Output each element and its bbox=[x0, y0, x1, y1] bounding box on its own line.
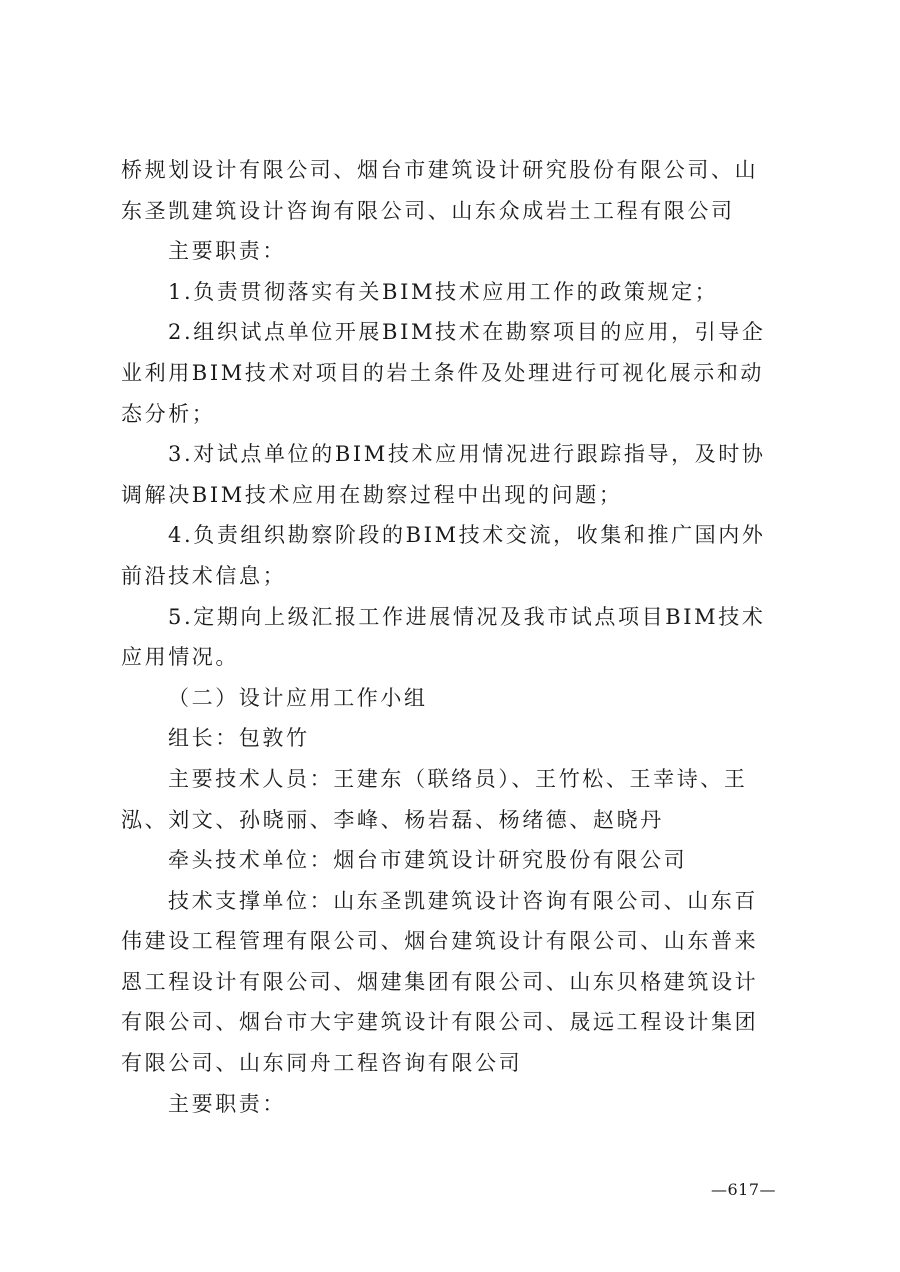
paragraph-duty-5: 5.定期向上级汇报工作进展情况及我市试点项目BIM技术应用情况。 bbox=[121, 604, 766, 670]
section-heading-design-group: （二）设计应用工作小组 bbox=[168, 685, 428, 710]
paragraph-duty-4: 4.负责组织勘察阶段的BIM技术交流，收集和推广国内外前沿技术信息； bbox=[121, 523, 766, 588]
page-number: —617— bbox=[711, 1180, 777, 1199]
paragraph-group-leader: 组长：包敦竹 bbox=[168, 726, 310, 751]
paragraph-duty-1: 1.负责贯彻落实有关BIM技术应用工作的政策规定； bbox=[168, 279, 719, 304]
paragraph-duties-heading-2: 主要职责： bbox=[168, 1091, 286, 1116]
paragraph-support-units: 技术支撑单位：山东圣凯建筑设计咨询有限公司、山东百伟建设工程管理有限公司、烟台建筑设计有限公司、山东普来恩工程设计有限公司、烟建集团有限公司、山东贝格建筑设计有限公司、烟台市大宇建筑设计有限公司、晟远工程设计集团有限公司、山东同舟工程咨询有限公司 bbox=[121, 888, 759, 1076]
paragraph-duty-2: 2.组织试点单位开展BIM技术在勘察项目的应用，引导企业利用BIM技术对项目的岩土条件及处理进行可视化展示和动态分析； bbox=[121, 320, 766, 426]
paragraph-lead-unit: 牵头技术单位：烟台市建筑设计研究股份有限公司 bbox=[168, 848, 688, 873]
paragraph-technical-staff: 主要技术人员：王建东（联络员）、王竹松、王幸诗、王泓、刘文、孙晓丽、李峰、杨岩磊、杨绪德、赵晓丹 bbox=[121, 766, 748, 832]
paragraph-duties-heading: 主要职责： bbox=[168, 239, 286, 264]
paragraph-duty-3: 3.对试点单位的BIM技术应用情况进行跟踪指导，及时协调解决BIM技术应用在勘察过程中出现的问题； bbox=[121, 442, 766, 507]
body-text bbox=[121, 150, 781, 1124]
paragraph-continuation: 桥规划设计有限公司、烟台市建筑设计研究股份有限公司、山东圣凯建筑设计咨询有限公司、山东众成岩土工程有限公司 bbox=[121, 158, 759, 223]
